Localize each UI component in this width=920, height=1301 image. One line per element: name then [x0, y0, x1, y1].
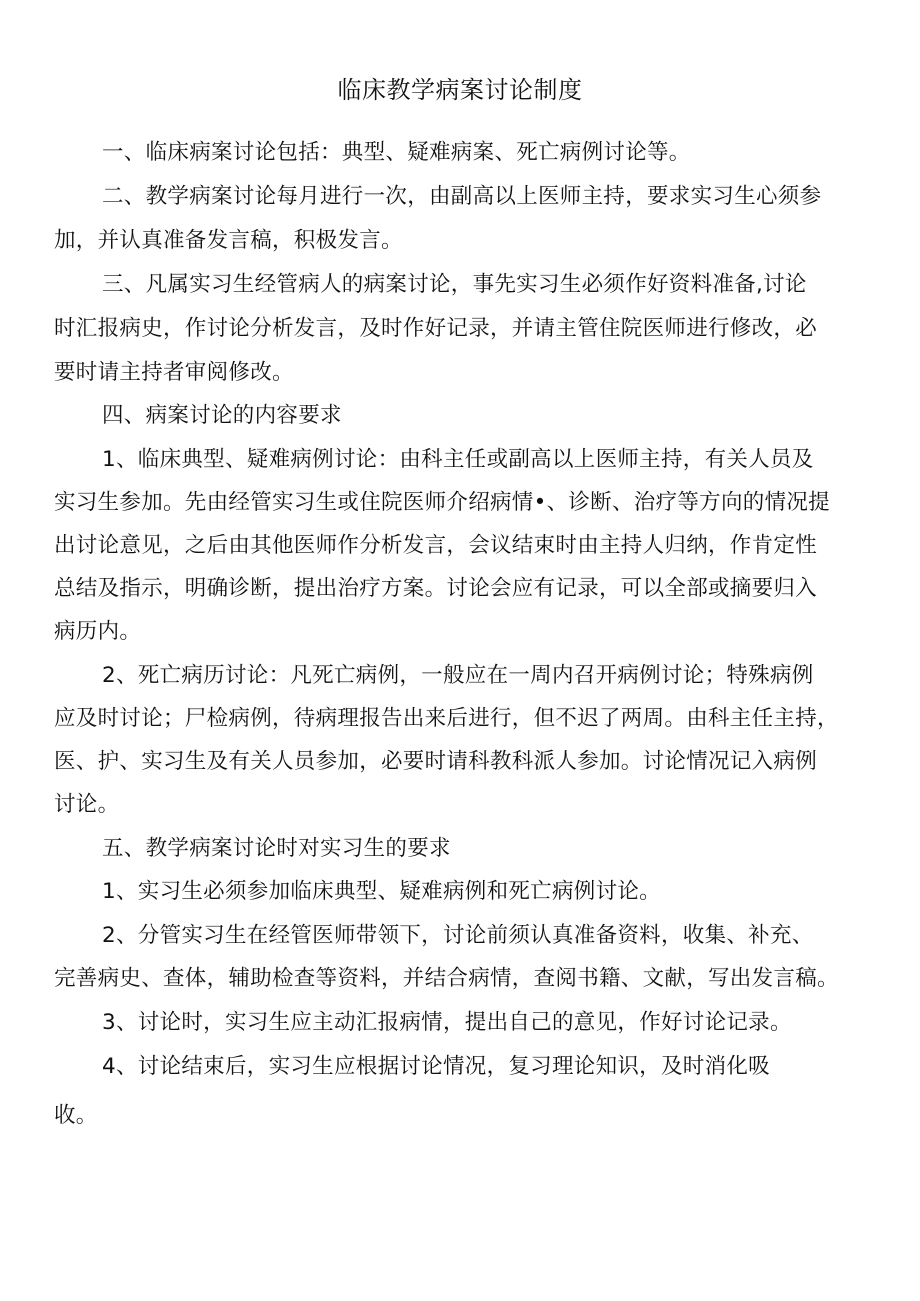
- text-line: 加，并认真准备发言稿，积极发言。: [54, 228, 403, 253]
- section-heading: 五、教学病案讨论时对实习生的要求: [102, 836, 451, 861]
- text-line: 1、实习生必须参加临床典型、疑难病例和死亡病例讨论。: [102, 879, 661, 904]
- text-line: 1、临床典型、疑难病例讨论：由科主任或副高以上医师主持，有关人员及: [102, 447, 814, 472]
- text-line: 医、护、实习生及有关人员参加，必要时请科教科派人参加。讨论情况记入病例: [54, 749, 818, 774]
- text-line: 讨论。: [54, 792, 120, 817]
- text-line: 4、讨论结束后，实习生应根据讨论情况，复习理论知识，及时消化吸: [102, 1054, 770, 1079]
- text-line: 要时请主持者审阅修改。: [54, 360, 294, 385]
- text-line: 3、讨论时，实习生应主动汇报病情，提出自己的意见，作好讨论记录。: [102, 1010, 792, 1035]
- text-line: 二、教学病案讨论每月进行一次，由副高以上医师主持，要求实习生心须参: [102, 184, 822, 209]
- text-line: 收。: [54, 1103, 98, 1128]
- text-line: 病历内。: [54, 619, 142, 644]
- text-line: 应及时讨论；尸检病例，待病理报告出来后进行，但不迟了两周。由科主任主持，: [54, 706, 839, 731]
- text-line: 时汇报病史，作讨论分析发言，及时作好记录，并请主管住院医师进行修改，必: [54, 316, 818, 341]
- section-heading: 四、病案讨论的内容要求: [102, 403, 342, 428]
- text-line: 总结及指示，明确诊断，提出治疗方案。讨论会应有记录，可以全部或摘要归入: [54, 576, 818, 601]
- text-line: 2、死亡病历讨论：凡死亡病例，一般应在一周内召开病例讨论；特殊病例: [102, 663, 814, 688]
- text-line: 2、分管实习生在经管医师带领下，讨论前须认真准备资料，收集、补充、: [102, 923, 814, 948]
- document-title: 临床教学病案讨论制度: [337, 76, 583, 104]
- text-line: 三、凡属实习生经管病人的病案讨论，事先实习生必须作好资料准备,讨论: [102, 272, 807, 297]
- text-line: 完善病史、查体，辅助检查等资料，并结合病情，查阅书籍、文献，写出发言稿。: [54, 966, 839, 991]
- text-line: 出讨论意见，之后由其他医师作分析发言，会议结束时由主持人归纳，作肯定性: [54, 533, 818, 558]
- text-line: 一、临床病案讨论包括：典型、疑难病案、死亡病例讨论等。: [102, 140, 691, 165]
- text-line: 实习生参加。先由经管实习生或住院医师介绍病情•、诊断、治疗等方向的情况提: [54, 490, 830, 515]
